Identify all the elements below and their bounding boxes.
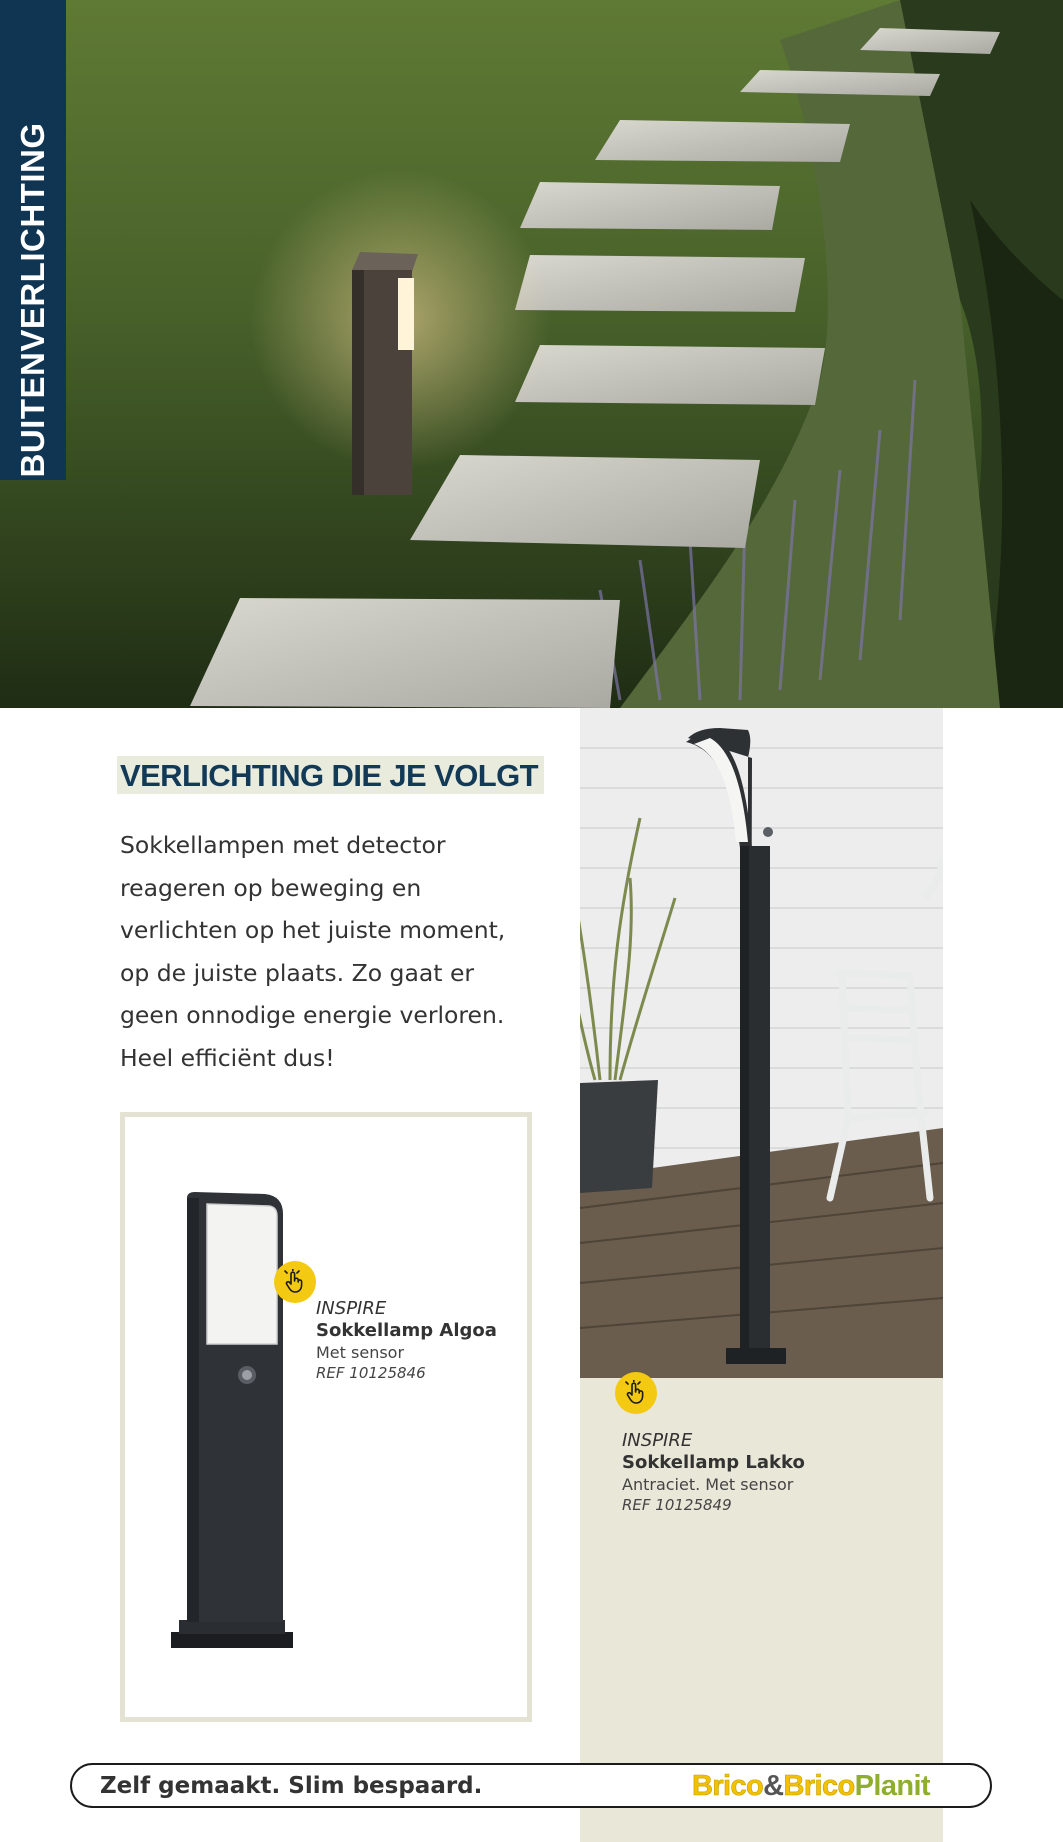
hand-pointer-icon[interactable]: [274, 1261, 316, 1303]
product-brand: INSPIRE: [622, 1430, 693, 1451]
logo-ampersand: &: [763, 1770, 784, 1802]
hand-pointer-icon[interactable]: [615, 1372, 657, 1414]
brand-logo[interactable]: [692, 1770, 930, 1803]
product-description: Met sensor: [316, 1343, 405, 1362]
intro-line: verlichten op het juiste moment,: [120, 916, 506, 944]
product-image-algoa: [165, 1190, 305, 1664]
intro-text: [120, 824, 560, 1079]
product-info-algoa: [316, 1298, 497, 1384]
section-tab-label: BUITENVERLICHTING: [14, 122, 51, 478]
product-ref: REF 10125846: [316, 1364, 426, 1382]
intro-line: Heel efficiënt dus!: [120, 1043, 335, 1072]
section-tab: [0, 0, 66, 480]
product-name: Sokkellamp Algoa: [316, 1320, 497, 1341]
product-description: Antraciet. Met sensor: [622, 1475, 794, 1494]
logo-part: Brico: [692, 1770, 764, 1802]
intro-line: reageren op beweging en: [120, 873, 422, 902]
product-ref: REF 10125849: [622, 1496, 732, 1514]
intro-line: Sokkellampen met detector: [120, 831, 446, 859]
section-heading: VERLICHTING DIE JE VOLGT: [117, 756, 544, 794]
product-info-lakko: [622, 1430, 805, 1516]
product-photo-lakko: [580, 708, 943, 1378]
intro-line: geen onnodige energie verloren.: [120, 1001, 505, 1029]
hero-photo: [0, 0, 1063, 708]
product-name: Sokkellamp Lakko: [622, 1452, 805, 1473]
product-brand: INSPIRE: [316, 1298, 387, 1319]
footer-slogan: Zelf gemaakt. Slim bespaard.: [100, 1773, 483, 1799]
logo-part: Brico: [783, 1770, 855, 1802]
intro-line: op de juiste plaats. Zo gaat er: [120, 958, 475, 987]
logo-part: Planit: [854, 1770, 930, 1802]
